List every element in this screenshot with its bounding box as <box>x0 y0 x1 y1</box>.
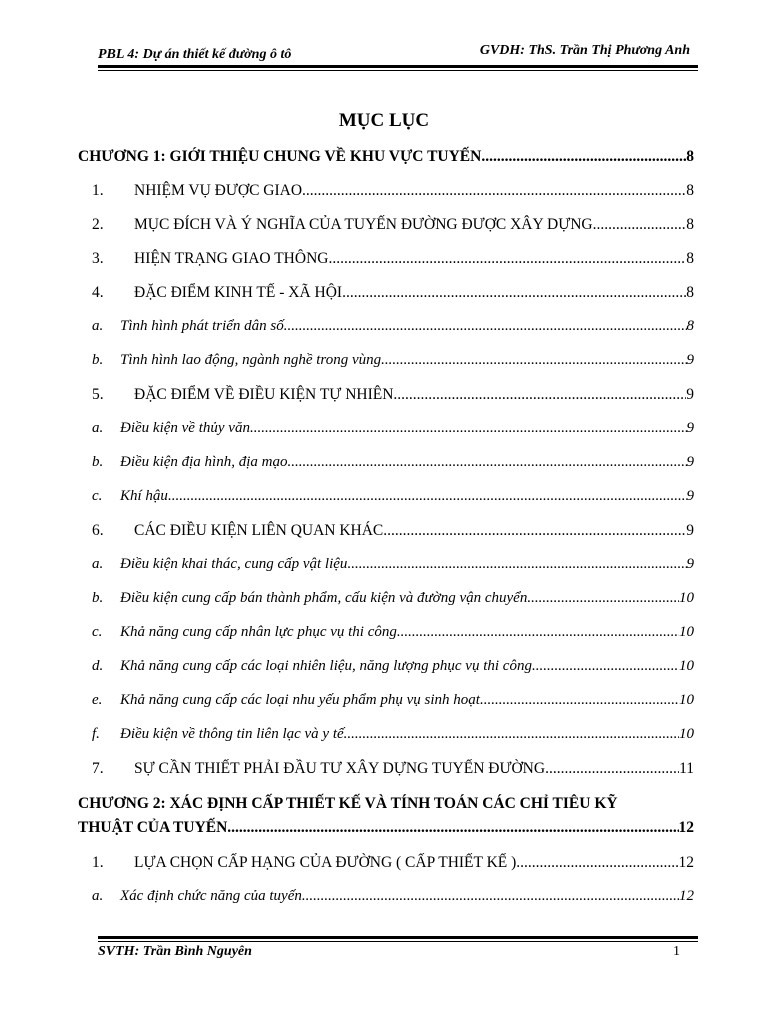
footer-student: SVTH: Trần Bình Nguyên <box>98 944 252 959</box>
toc-entry-number: a. <box>92 318 104 334</box>
toc-entry-label: LỰA CHỌN CẤP HẠNG CỦA ĐƯỜNG ( CẤP THIẾT KẾ ) <box>134 854 517 871</box>
toc-entry-number: c. <box>92 488 103 504</box>
header-rule-thin <box>98 70 698 71</box>
toc-entry-label: Điều kiện địa hình, địa mạo <box>120 454 288 470</box>
toc-subentry[interactable] <box>92 590 694 610</box>
toc-subentry[interactable] <box>92 420 694 440</box>
toc-entry-number: 1. <box>92 854 104 871</box>
toc-subentry[interactable] <box>92 352 694 372</box>
toc-page-number: 9 <box>686 454 694 470</box>
toc-chapter-label: CHƯƠNG 2: XÁC ĐỊNH CẤP THIẾT KẾ VÀ TÍNH TOÁN CÁC CHỈ TIÊU KỸ <box>78 795 618 812</box>
toc-page-number: 11 <box>679 760 694 777</box>
toc-entry-label: Khả năng cung cấp các loại nhu yếu phẩm phụ vụ sinh hoạt <box>120 692 480 708</box>
toc-leader-dots <box>545 760 679 778</box>
toc-leader-dots <box>168 488 687 505</box>
toc-leader-dots <box>527 590 679 607</box>
toc-entry[interactable] <box>92 250 694 270</box>
toc-page-number: 9 <box>686 420 694 436</box>
toc-page-number: 8 <box>686 318 694 334</box>
toc-entry-label: ĐẶC ĐIỂM KINH TẾ - XÃ HỘI <box>134 284 343 301</box>
toc-entry-label: Xác định chức năng của tuyến <box>120 888 302 904</box>
toc-entry-label: Điều kiện cung cấp bán thành phẩm, cấu kiện và đường vận chuyển <box>120 590 528 606</box>
toc-page-number: 8 <box>686 216 694 233</box>
toc-page-number: 9 <box>686 386 694 403</box>
toc-entry[interactable] <box>92 284 694 304</box>
toc-leader-dots <box>516 854 678 872</box>
toc-entry-number: 5. <box>92 386 104 403</box>
toc-page-number: 12 <box>678 854 694 871</box>
toc-entry-number: b. <box>92 454 104 470</box>
footer-rule-thick <box>98 936 698 939</box>
toc-page-number: 10 <box>679 726 694 742</box>
toc-entry[interactable] <box>92 386 694 406</box>
toc-entry-label: Khả năng cung cấp nhân lực phục vụ thi công <box>120 624 397 640</box>
toc-subentry[interactable] <box>92 318 694 338</box>
toc-page-number: 9 <box>686 556 694 572</box>
toc-page-number: 9 <box>686 352 694 368</box>
toc-page-number: 9 <box>686 488 694 504</box>
toc-entry-number: 6. <box>92 522 104 539</box>
toc-entry-number: a. <box>92 556 104 572</box>
toc-entry-label: Khí hậu <box>120 488 168 504</box>
toc-subentry[interactable] <box>92 624 694 644</box>
toc-leader-dots <box>481 148 686 166</box>
toc-chapter-label-line2: THUẬT CỦA TUYẾN <box>78 819 228 836</box>
toc-subentry[interactable] <box>92 556 694 576</box>
toc-title: MỤC LỤC <box>338 110 430 131</box>
toc-entry-label: SỰ CẦN THIẾT PHẢI ĐẦU TƯ XÂY DỰNG TUYẾN ĐƯỜNG <box>134 760 546 777</box>
toc-entry-label: HIỆN TRẠNG GIAO THÔNG <box>134 250 329 267</box>
toc-entry-number: a. <box>92 888 104 904</box>
toc-entry-number: 3. <box>92 250 104 267</box>
toc-page-number: 8 <box>686 148 694 165</box>
toc-chapter-label-continued <box>78 819 694 837</box>
toc-subentry[interactable] <box>92 692 694 712</box>
toc-entry-label: CÁC ĐIỀU KIỆN LIÊN QUAN KHÁC <box>134 522 384 539</box>
toc-entry-number: e. <box>92 692 103 708</box>
toc-entry-number: f. <box>92 726 100 742</box>
page-number: 1 <box>673 944 680 959</box>
toc-leader-dots <box>250 420 687 437</box>
toc-entry-number: b. <box>92 590 104 606</box>
toc-entry[interactable] <box>92 182 694 202</box>
toc-page-number: 8 <box>686 182 694 199</box>
header-course-title: PBL 4: Dự án thiết kế đường ô tô <box>98 47 292 62</box>
toc-leader-dots <box>284 318 687 335</box>
toc-entry-number: 2. <box>92 216 104 233</box>
toc-subentry[interactable] <box>92 488 694 508</box>
toc-leader-dots <box>397 624 679 641</box>
toc-leader-dots <box>381 352 686 369</box>
toc-entry[interactable] <box>92 854 694 874</box>
toc-entry-label: MỤC ĐÍCH VÀ Ý NGHĨA CỦA TUYẾN ĐƯỜNG ĐƯỢC XÂY DỰNG <box>134 216 593 233</box>
toc-entry-label: Điều kiện khai thác, cung cấp vật liệu <box>120 556 348 572</box>
toc-entry-label: Điều kiện về thủy văn <box>120 420 250 436</box>
toc-entry-number: 7. <box>92 760 104 777</box>
toc-leader-dots <box>480 692 679 709</box>
toc-entry-label: ĐẶC ĐIỂM VỀ ĐIỀU KIỆN TỰ NHIÊN <box>134 386 394 403</box>
toc-leader-dots <box>328 250 686 268</box>
toc-page-number: 8 <box>686 284 694 301</box>
toc-page-number: 10 <box>679 624 694 640</box>
toc-leader-dots <box>227 819 678 837</box>
toc-entry-number: 1. <box>92 182 104 199</box>
toc-subentry[interactable] <box>92 658 694 678</box>
toc-entry-label: Khả năng cung cấp các loại nhiên liệu, năng lượng phục vụ thi công <box>120 658 532 674</box>
toc-chapter-1[interactable] <box>78 148 694 168</box>
toc-entry-label: Điều kiện về thông tin liên lạc và y tế <box>120 726 344 742</box>
toc-page-number: 12 <box>679 888 694 904</box>
toc-leader-dots <box>302 182 686 200</box>
toc-leader-dots <box>344 726 679 743</box>
toc-entry[interactable] <box>92 522 694 542</box>
toc-leader-dots <box>347 556 686 573</box>
toc-leader-dots <box>302 888 679 905</box>
toc-entry-number: 4. <box>92 284 104 301</box>
toc-entry-number: a. <box>92 420 104 436</box>
toc-leader-dots <box>287 454 686 471</box>
toc-chapter-2[interactable] <box>78 795 694 837</box>
toc-page-number: 10 <box>679 692 694 708</box>
header-rule-thick <box>98 65 698 68</box>
toc-page-number: 9 <box>686 522 694 539</box>
header-instructor: GVDH: ThS. Trần Thị Phương Anh <box>479 43 690 58</box>
toc-page-number: 12 <box>678 819 694 836</box>
toc-subentry[interactable] <box>92 888 694 908</box>
toc-page-number: 10 <box>679 658 694 674</box>
toc-entry-number: d. <box>92 658 104 674</box>
toc-entry-label: NHIỆM VỤ ĐƯỢC GIAO <box>134 182 303 199</box>
toc-entry[interactable] <box>92 216 694 236</box>
toc-leader-dots <box>532 658 679 675</box>
toc-subentry[interactable] <box>92 454 694 474</box>
toc-entry-number: c. <box>92 624 103 640</box>
footer-rule-thin <box>98 941 698 942</box>
toc-leader-dots <box>393 386 686 404</box>
toc-subentry[interactable] <box>92 726 694 746</box>
toc-leader-dots <box>342 284 686 302</box>
toc-chapter-label: CHƯƠNG 1: GIỚI THIỆU CHUNG VỀ KHU VỰC TUYẾN <box>78 148 482 165</box>
toc-leader-dots <box>383 522 686 540</box>
toc-entry-label: Tình hình lao động, ngành nghề trong vùng <box>120 352 382 368</box>
toc-entry-label: Tình hình phát triển dân số <box>120 318 284 334</box>
toc-page-number: 8 <box>686 250 694 267</box>
toc-page-number: 10 <box>679 590 694 606</box>
toc-entry-number: b. <box>92 352 104 368</box>
toc-entry[interactable] <box>92 760 694 780</box>
toc-leader-dots <box>593 216 687 234</box>
